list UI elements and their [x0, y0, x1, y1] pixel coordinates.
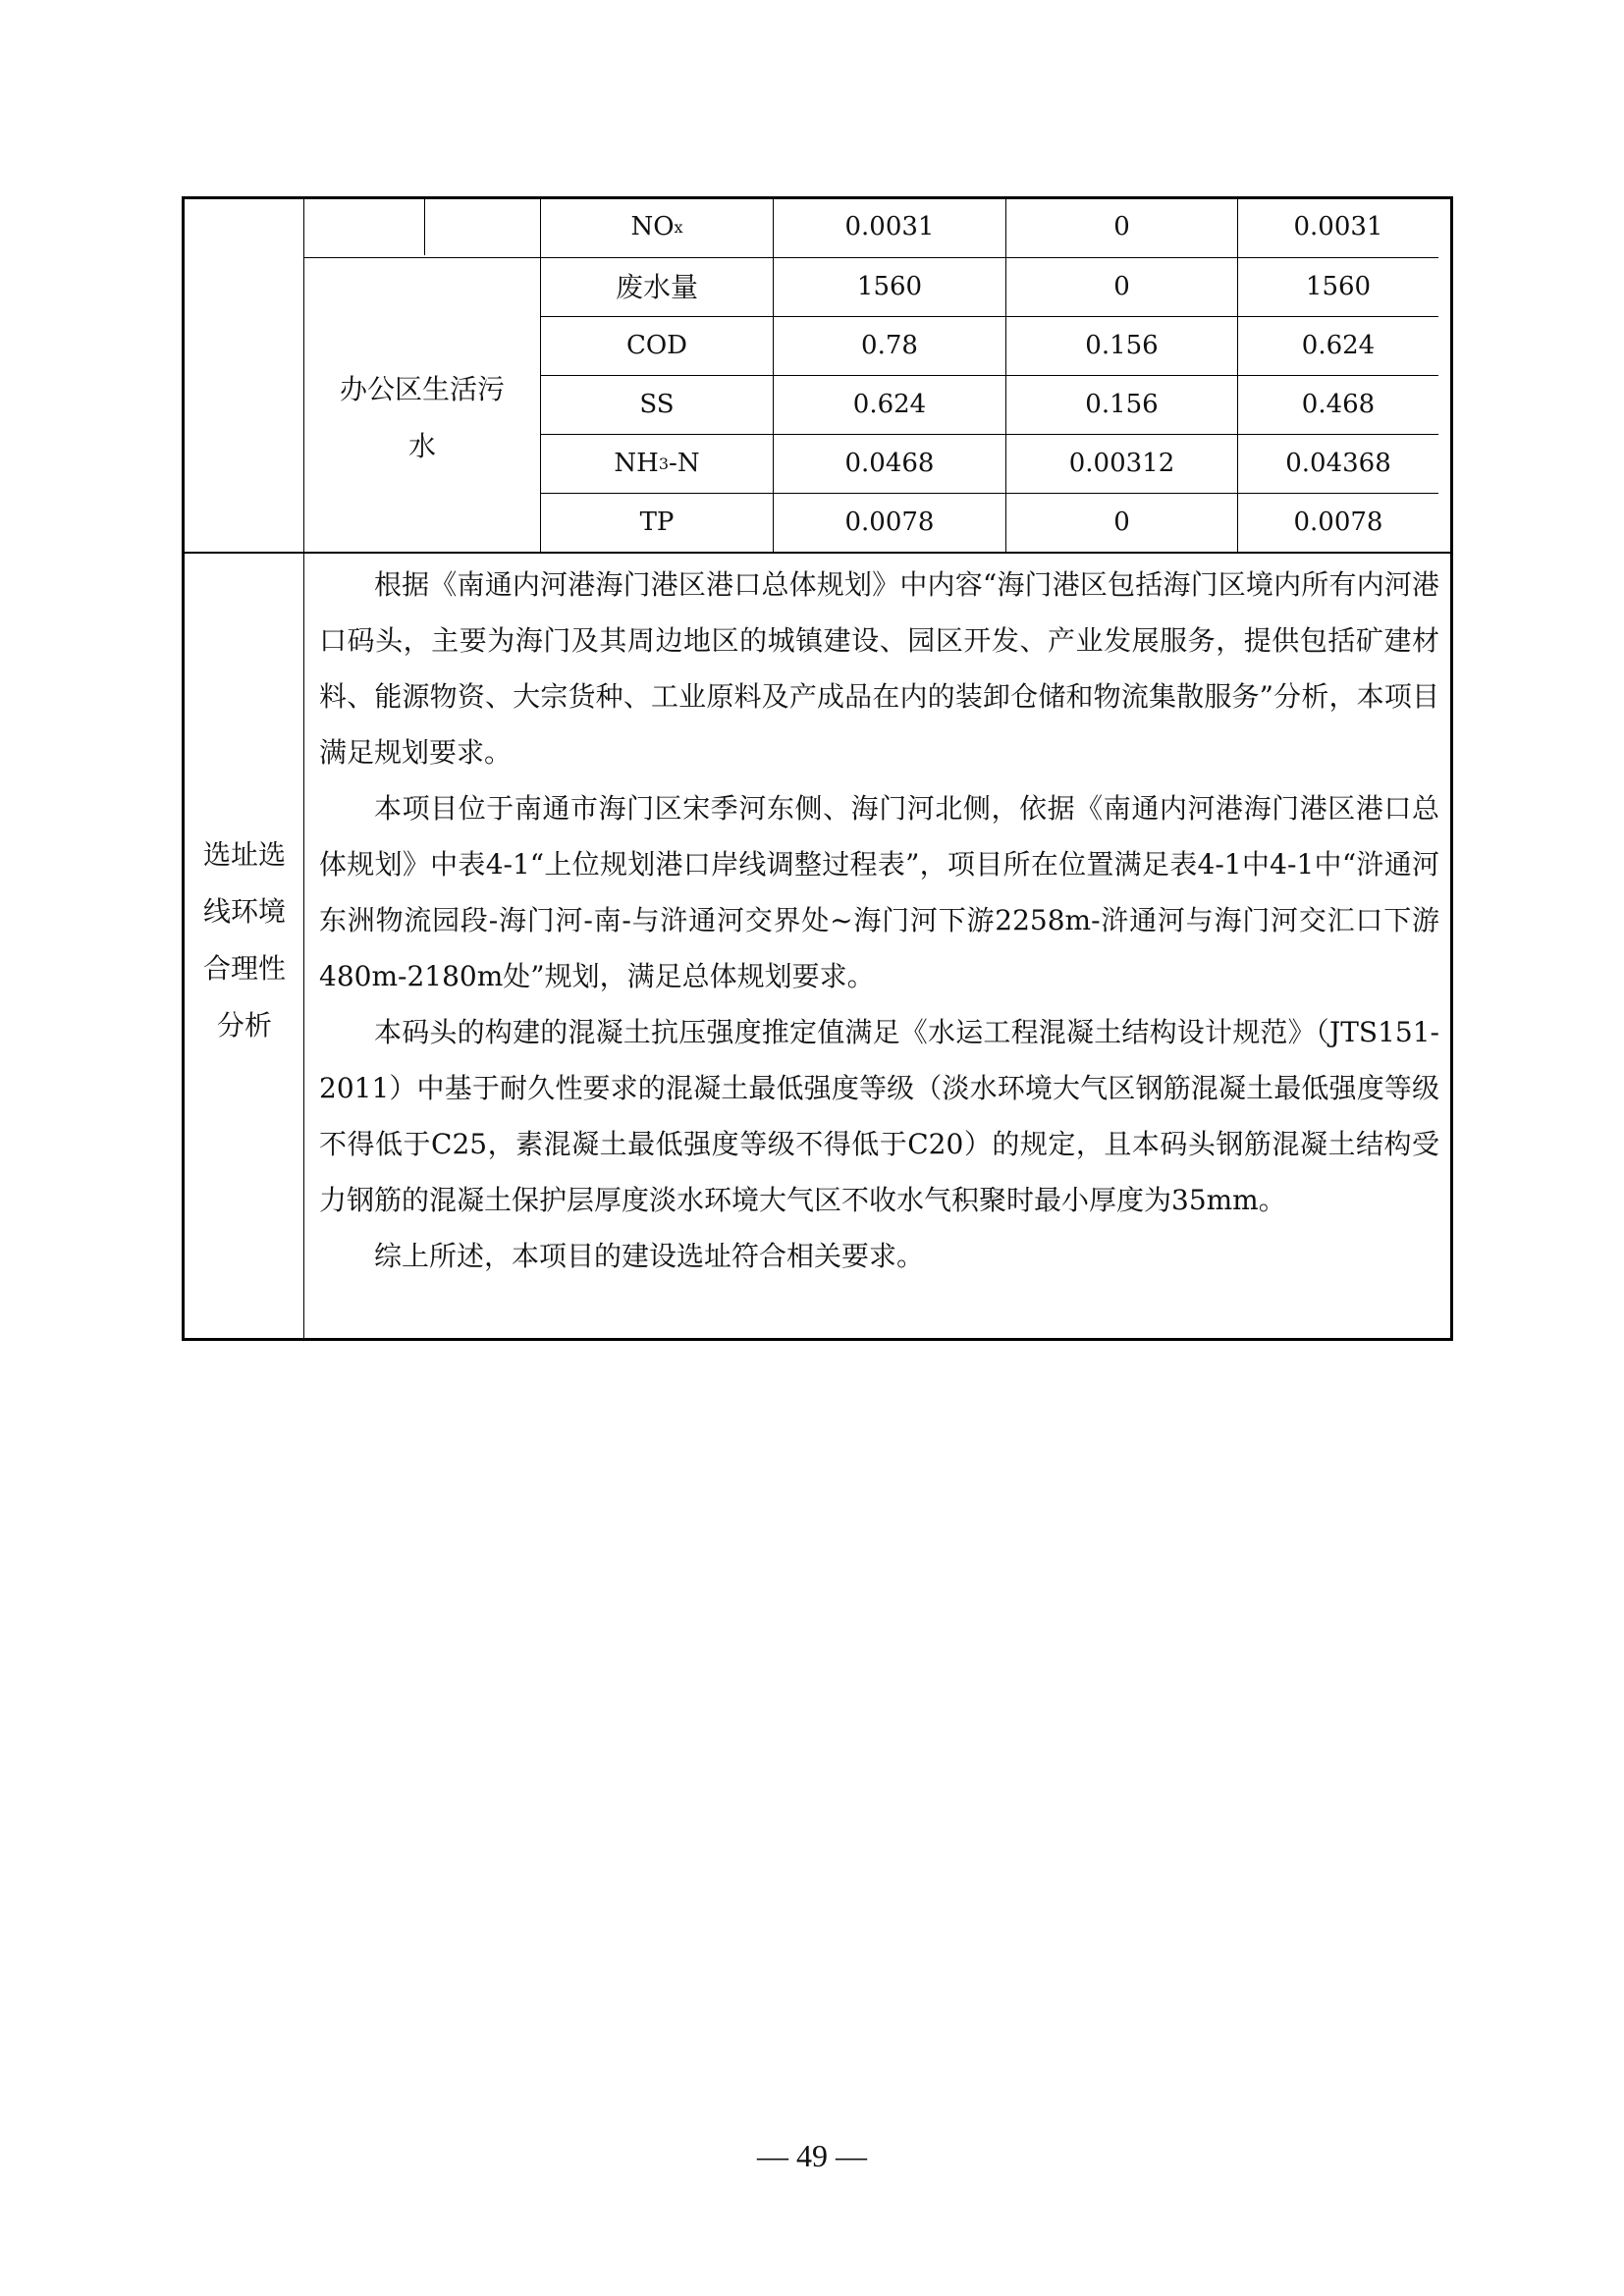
pollutant-cell-nh3n: NH 3 -N [614, 448, 700, 478]
table-vline [424, 196, 425, 255]
group-label-office-wastewater [304, 361, 540, 475]
pollutant-cell: 废水量 [615, 270, 698, 303]
analysis-row-label [187, 827, 302, 1054]
value-cell: 0 [1113, 212, 1130, 242]
value-cell: 0.0468 [844, 448, 935, 478]
value-cell: 0.04368 [1285, 448, 1391, 478]
value-cell: 0 [1113, 271, 1130, 301]
analysis-paragraph: 综上所述，本项目的建设选址符合相关要求。 [374, 1240, 925, 1272]
group-label-line: 办公区生活污 [339, 373, 505, 405]
value-cell: 1560 [1305, 271, 1372, 301]
analysis-content [319, 557, 1439, 1284]
analysis-paragraph: 根据《南通内河港海门港区港口总体规划》中内容“海门港区包括海门区境内所有内河港口码头，主要为海门及其周边地区的城镇建设、园区开发、产业发展服务，提供包括矿建材料、能源物资、大宗货种、工业原料及产成品在内的装卸仓储和物流集散服务”分析，本项目满足规划要求。 [319, 568, 1439, 769]
value-cell: 0.0031 [844, 212, 935, 242]
group-label-line: 水 [407, 430, 436, 462]
analysis-label-line: 合理性 [202, 952, 286, 985]
pollutant-cell: COD [625, 330, 688, 360]
value-cell: 0.468 [1301, 389, 1376, 419]
value-cell: 0.156 [1085, 389, 1159, 419]
pollutant-cell: SS [639, 389, 675, 419]
analysis-paragraph: 本项目位于南通市海门区宋季河东侧、海门河北侧，依据《南通内河港海门港区港口总体规划》中表4-1“上位规划港口岸线调整过程表”，项目所在位置满足表4-1中4-1中“浒通河东洲物流园段-海门河-南-与浒通河交界处~海门河下游2258m-浒通河与海门河交汇口下游480m-2180m处”规划，满足总体规划要求。 [319, 792, 1439, 992]
pollutant-cell-nox: NO x [630, 212, 683, 242]
value-cell: 0.78 [861, 330, 918, 360]
analysis-label-line: 分析 [216, 1009, 272, 1041]
value-cell: 0.624 [1301, 330, 1376, 360]
analysis-paragraph: 本码头的构建的混凝土抗压强度推定值满足《水运工程混凝土结构设计规范》（JTS151-2011）中基于耐久性要求的混凝土最低强度等级（淡水环境大气区钢筋混凝土最低强度等级不得低于C25，素混凝土最低强度等级不得低于C20）的规定，且本码头钢筋混凝土结构受力钢筋的混凝土保护层厚度淡水环境大气区不收水气积聚时最小厚度为35mm。 [319, 1016, 1439, 1216]
page-number: — 49 — [757, 2138, 867, 2173]
value-cell: 0.0078 [844, 507, 935, 537]
table-hline [183, 552, 1451, 554]
value-cell: 0 [1113, 507, 1130, 537]
value-cell: 0.0031 [1293, 212, 1383, 242]
analysis-label-line: 线环境 [202, 895, 286, 928]
value-cell: 0.0078 [1293, 507, 1383, 537]
pollutant-cell: TP [639, 507, 675, 537]
value-cell: 0.156 [1085, 330, 1159, 360]
value-cell: 1560 [856, 271, 923, 301]
analysis-label-line: 选址选 [202, 838, 286, 871]
value-cell: 0.624 [852, 389, 927, 419]
value-cell: 0.00312 [1068, 448, 1175, 478]
